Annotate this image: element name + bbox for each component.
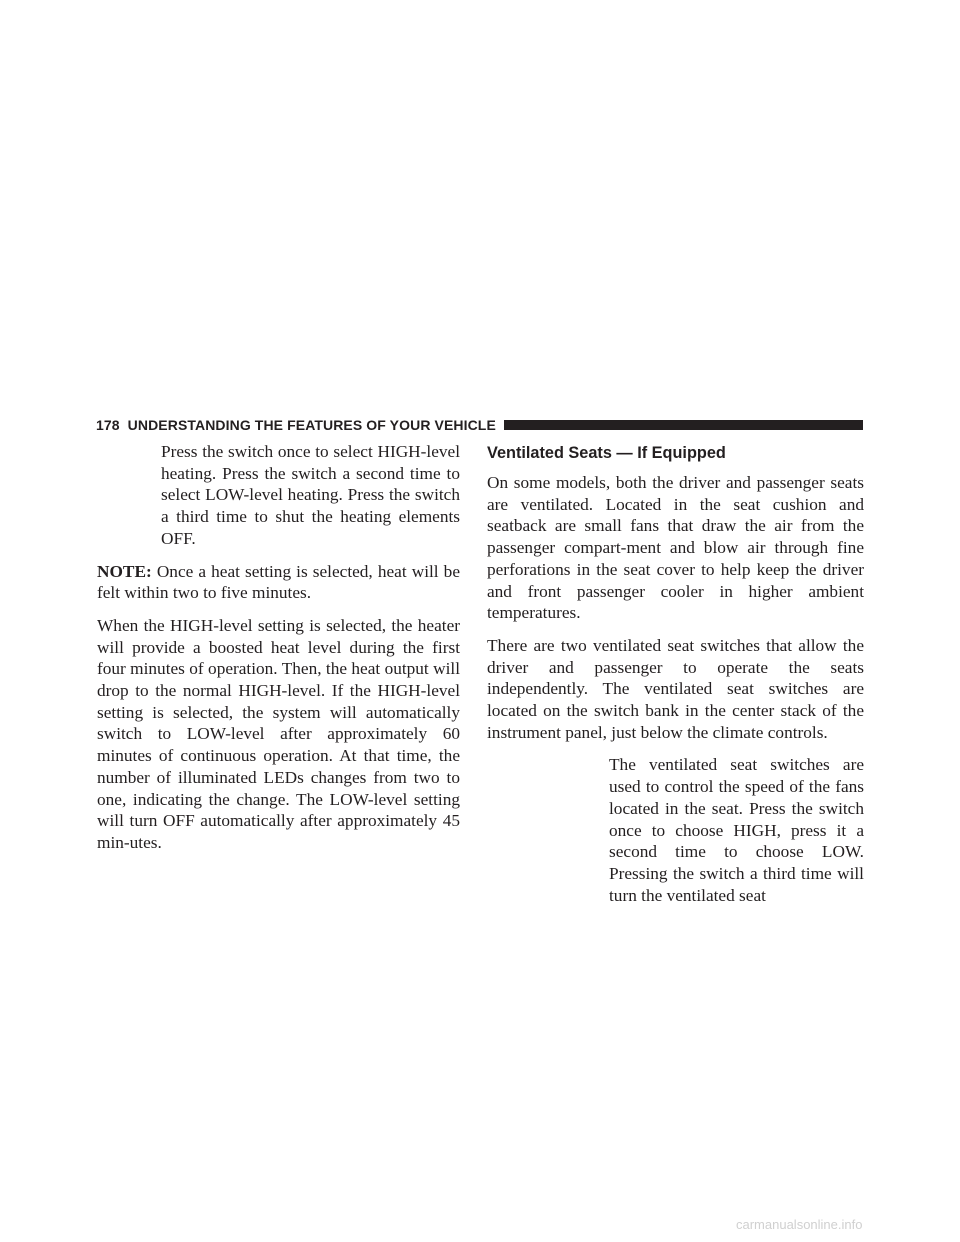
note-text: Once a heat setting is selected, heat will be felt within two to five minutes. bbox=[97, 561, 460, 603]
header-rule bbox=[504, 420, 863, 430]
heated-seat-instructions: Press the switch once to select HIGH-level heating. Press the switch a second time to select LOW-level heating. Press the switch a third time to shut the heating elements OFF. bbox=[161, 442, 460, 548]
ventilated-usage-paragraph: The ventilated seat switches are used to control the speed of the fans located in the seat. Press the switch once to choose HIGH, press it a second time to choose LOW. Pressing the switch a third time will turn the ventilated seat bbox=[609, 755, 864, 905]
note-paragraph bbox=[97, 561, 460, 604]
left-column bbox=[97, 441, 460, 865]
watermark: carmanualsonline.info bbox=[736, 1217, 863, 1232]
high-level-paragraph: When the HIGH-level setting is selected, the heater will provide a boosted heat level during the first four minutes of operation. Then, the heat output will drop to the normal HIGH-level. If the HIGH-level setting is selected, the system will automatically switch to LOW-level after approximately 60 minutes of continuous operation. At that time, the number of illuminated LEDs changes from two to one, indicating the change. The LOW-level setting will turn OFF automatically after approximately 45 min-utes. bbox=[97, 615, 460, 852]
section-title: UNDERSTANDING THE FEATURES OF YOUR VEHICLE bbox=[127, 417, 496, 433]
page-number: 178 bbox=[96, 417, 120, 433]
ventilated-seats-heading: Ventilated Seats — If Equipped bbox=[487, 444, 726, 462]
note-label: NOTE: bbox=[97, 561, 152, 581]
page-header bbox=[96, 416, 863, 434]
ventilated-switches-paragraph: There are two ventilated seat switches that allow the driver and passenger to operate the seats independently. The ventilated seat switches are located on the switch bank in the center stack of the instrument panel, just below the climate controls. bbox=[487, 635, 864, 742]
ventilated-intro-paragraph: On some models, both the driver and passenger seats are ventilated. Located in the seat cushion and seatback are small fans that draw the air from the passenger compart-ment and blow air through fine perforations in the seat cover to help keep the driver and front passenger cooler in higher ambient temperatures. bbox=[487, 473, 864, 623]
right-column bbox=[487, 441, 864, 917]
